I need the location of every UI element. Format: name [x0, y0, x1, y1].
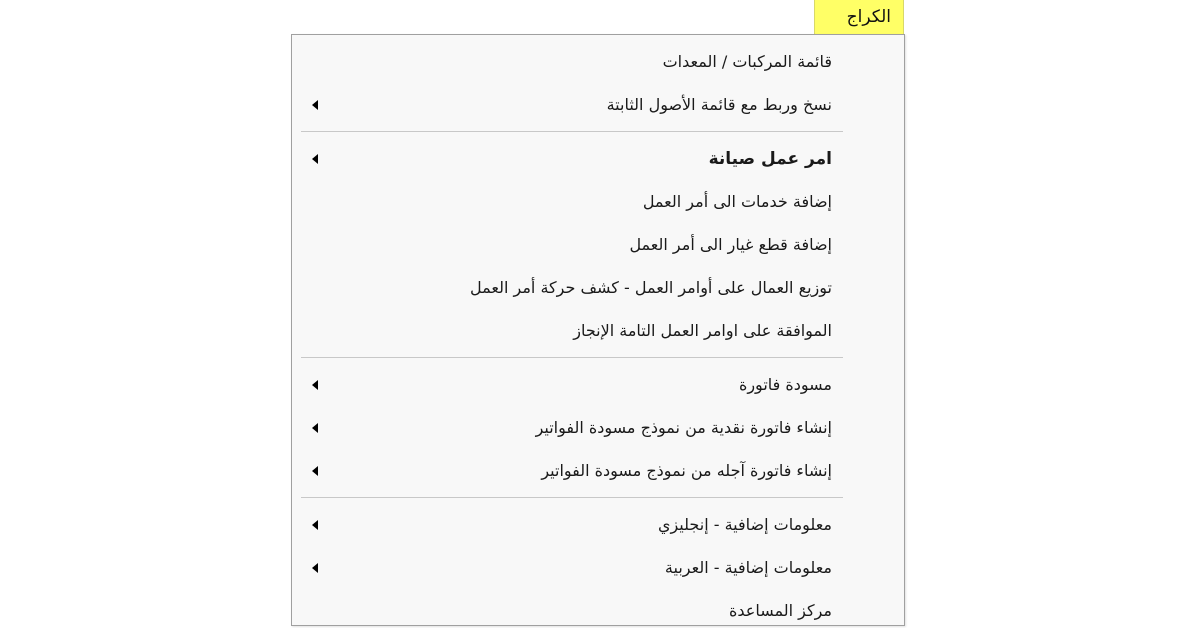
menu-item[interactable]: [292, 406, 904, 449]
menu-item[interactable]: [292, 449, 904, 492]
submenu-arrow-icon: [312, 520, 318, 530]
menu-tab-label: الكراج: [846, 7, 891, 27]
menu-item-label: مسودة فاتورة: [738, 375, 832, 394]
menu-tab-garage[interactable]: [814, 0, 904, 34]
menu-item-label: إضافة قطع غيار الى أمر العمل: [629, 235, 832, 254]
submenu-arrow-icon: [312, 423, 318, 433]
menu-separator: [301, 131, 843, 132]
menu-item-label: معلومات إضافية - إنجليزي: [657, 515, 832, 534]
submenu-arrow-icon: [312, 563, 318, 573]
menu-item[interactable]: [292, 589, 904, 628]
menu-item-label: نسخ وربط مع قائمة الأصول الثابتة: [606, 95, 832, 114]
menu-item[interactable]: [292, 266, 904, 309]
menu-item[interactable]: [292, 546, 904, 589]
menu-separator: [301, 497, 843, 498]
menu-item[interactable]: [292, 309, 904, 352]
menu-separator: [301, 357, 843, 358]
menu-item[interactable]: [292, 223, 904, 266]
menu-item-label: توزيع العمال على أوامر العمل - كشف حركة أمر العمل: [470, 278, 832, 297]
menu-item-label: امر عمل صيانة: [708, 148, 832, 169]
menu-item-label: مركز المساعدة: [729, 601, 832, 620]
menu-item[interactable]: [292, 40, 904, 83]
menu-item-label: إضافة خدمات الى أمر العمل: [642, 192, 832, 211]
submenu-arrow-icon: [312, 154, 318, 164]
menu-item[interactable]: [292, 83, 904, 126]
menu-item-label: إنشاء فاتورة نقدية من نموذج مسودة الفواتير: [535, 418, 832, 437]
menu-item[interactable]: [292, 503, 904, 546]
menu-item-label: إنشاء فاتورة آجله من نموذج مسودة الفواتير: [541, 461, 832, 480]
garage-dropdown-menu: [291, 34, 905, 626]
submenu-arrow-icon: [312, 466, 318, 476]
submenu-arrow-icon: [312, 100, 318, 110]
menu-item-label: معلومات إضافية - العربية: [664, 558, 832, 577]
submenu-arrow-icon: [312, 380, 318, 390]
menu-item[interactable]: [292, 180, 904, 223]
menu-item-label: الموافقة على اوامر العمل التامة الإنجاز: [573, 321, 832, 340]
menu-item[interactable]: [292, 363, 904, 406]
menu-item-label: قائمة المركبات / المعدات: [662, 52, 832, 71]
menu-item[interactable]: [292, 137, 904, 180]
